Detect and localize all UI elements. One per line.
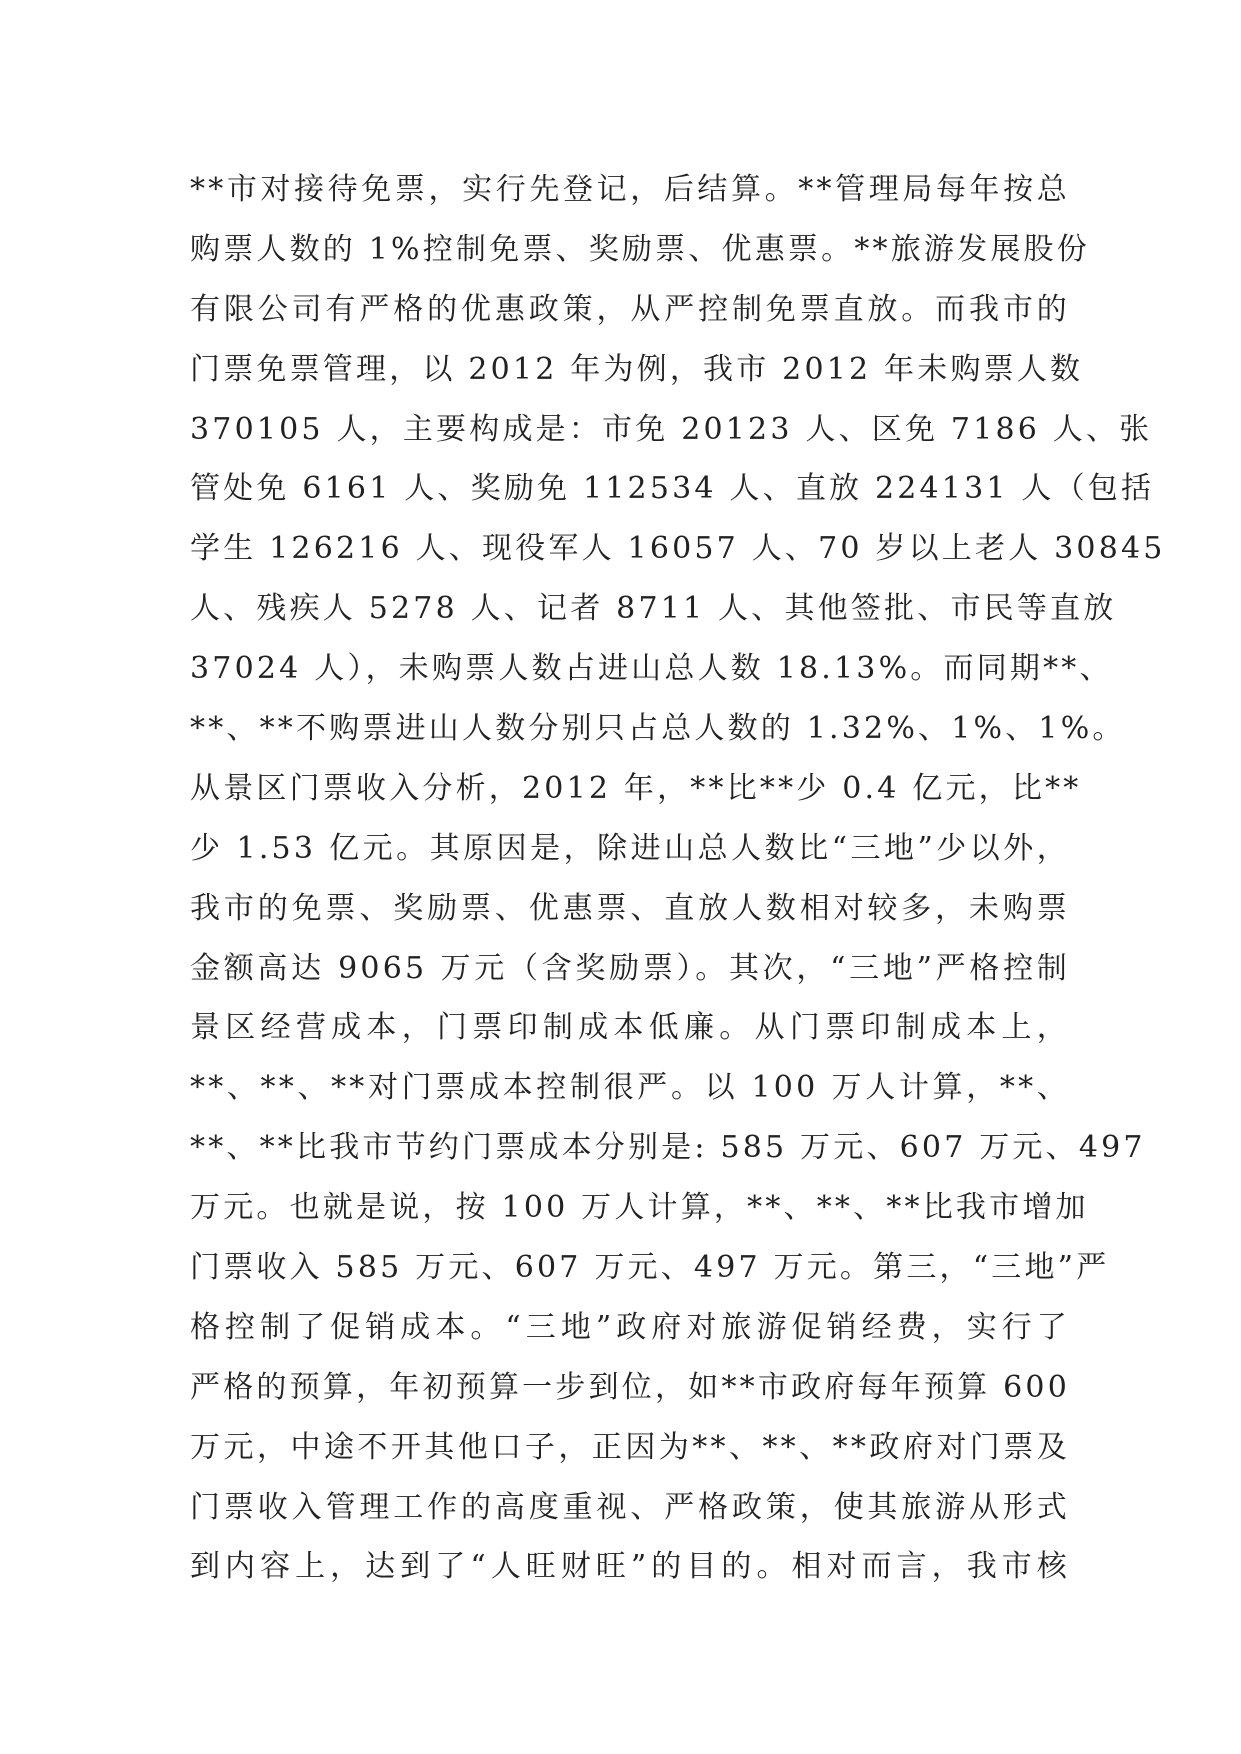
text-line: **市对接待免票，实行先登记，后结算。**管理局每年按总: [190, 172, 1070, 207]
text-line: 门票免票管理，以 2012 年为例，我市 2012 年未购票人数: [190, 351, 1084, 387]
text-line: 少 1.53 亿元。其原因是，除进山总人数比“三地”少以外，: [190, 830, 1070, 866]
text-line: 购票人数的 1%控制免票、奖励票、优惠票。**旅游发展股份: [190, 231, 1090, 267]
body-paragraph: [190, 160, 1166, 1597]
text-line: **、**、**对门票成本控制很严。以 100 万人计算，**、: [190, 1070, 1070, 1106]
text-line: 严格的预算，年初预算一步到位，如**市政府每年预算 600: [190, 1369, 1070, 1405]
text-line: 到内容上，达到了“人旺财旺”的目的。相对而言，我市核: [190, 1549, 1070, 1585]
text-line: **、**不购票进山人数分别只占总人数的 1.32%、1%、1%。: [190, 711, 1126, 747]
text-line: 金额高达 9065 万元（含奖励票）。其次，“三地”严格控制: [190, 950, 1070, 986]
text-line: 37024 人），未购票人数占进山总人数 18.13%。而同期**、: [190, 651, 1113, 687]
text-line: 管处免 6161 人、奖励免 112534 人、直放 224131 人（包括: [190, 471, 1155, 507]
text-line: 门票收入 585 万元、607 万元、497 万元。第三，“三地”严: [190, 1250, 1110, 1286]
text-line: 从景区门票收入分析，2012 年，**比**少 0.4 亿元，比**: [190, 770, 1082, 806]
text-line: 万元。也就是说，按 100 万人计算，**、**、**比我市增加: [190, 1190, 1089, 1226]
text-line: 学生 126216 人、现役军人 16057 人、70 岁以上老人 30845: [190, 531, 1166, 567]
text-line: 人、残疾人 5278 人、记者 8711 人、其他签批、市民等直放: [190, 591, 1117, 627]
text-line: 我市的免票、奖励票、优惠票、直放人数相对较多，未购票: [190, 890, 1070, 926]
text-line: **、**比我市节约门票成本分别是: 585 万元、607 万元、497: [190, 1130, 1146, 1166]
text-line: 万元，中途不开其他口子，正因为**、**、**政府对门票及: [190, 1429, 1070, 1465]
text-line: 有限公司有严格的优惠政策，从严控制免票直放。而我市的: [190, 291, 1070, 327]
text-line: 格控制了促销成本。“三地”政府对旅游促销经费，实行了: [190, 1309, 1070, 1345]
text-line: 370105 人，主要构成是：市免 20123 人、区免 7186 人、张: [190, 411, 1153, 447]
text-line: 门票收入管理工作的高度重视、严格政策，使其旅游从形式: [190, 1489, 1070, 1525]
text-line: 景区经营成本，门票印制成本低廉。从门票印制成本上，: [190, 1010, 1070, 1046]
